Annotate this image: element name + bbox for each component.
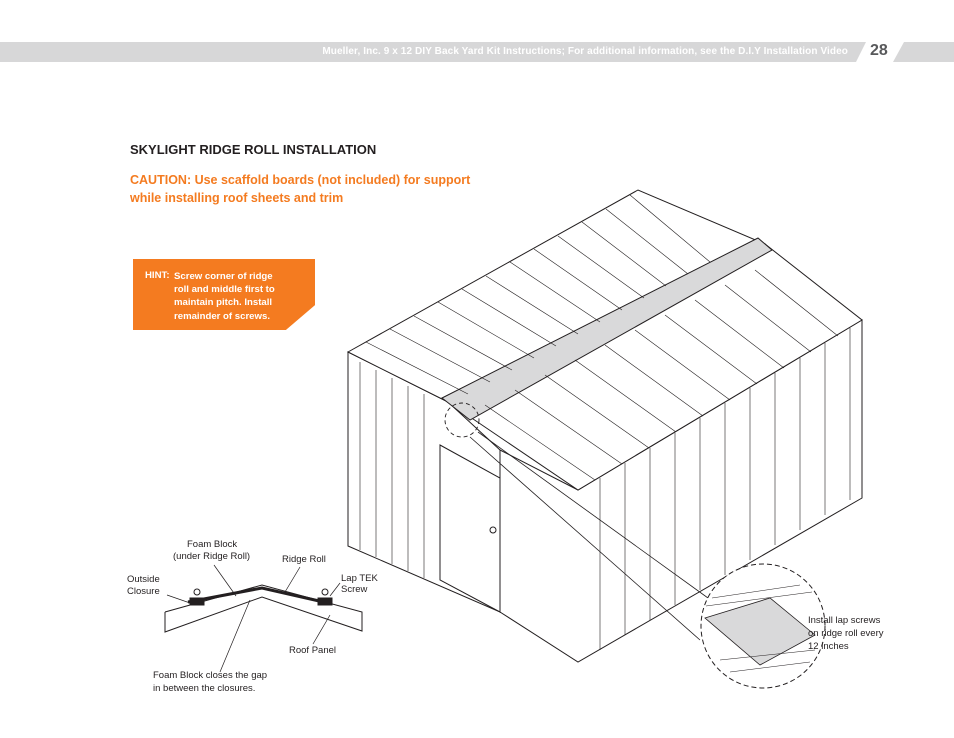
outside-line-2: Closure — [127, 586, 160, 597]
caution-line-2: while installing roof sheets and trim — [130, 191, 344, 205]
foam-gap-label — [153, 669, 267, 695]
foam-gap-line-1: Foam Block closes the gap — [153, 670, 268, 681]
outside-closure-label — [127, 574, 160, 598]
hint-line-2: roll and middle first to — [174, 284, 275, 296]
roof-panel-label: Roof Panel — [289, 645, 337, 656]
foam-block-label-2: (under Ridge Roll) — [173, 551, 251, 562]
hint-line-4: remainder of screws. — [174, 310, 270, 322]
zoom-note-line-2: on ridge roll every — [808, 628, 884, 639]
zoom-note-label — [808, 614, 884, 653]
lap-tek-line-2: Screw — [341, 584, 368, 595]
foam-block-line-1: Foam Block — [187, 539, 238, 550]
ridge-section-detail — [165, 585, 362, 632]
foam-gap-line-2: in between the closures. — [153, 683, 256, 694]
lap-tek-screw-label — [341, 573, 378, 595]
section-title: SKYLIGHT RIDGE ROLL INSTALLATION — [130, 142, 377, 157]
header-title: Mueller, Inc. 9 x 12 DIY Back Yard Kit Instructions; For additional information, see the D.I.Y Installation Video — [322, 46, 848, 57]
zoom-note-line-1: Install lap screws — [808, 615, 881, 626]
lap-tek-line-1: Lap TEK — [341, 573, 378, 584]
zoom-detail — [701, 564, 825, 688]
hint-line-1: Screw corner of ridge — [174, 271, 273, 282]
foam-block-label — [187, 539, 237, 551]
page-number: 28 — [870, 42, 888, 59]
hint-label: HINT: — [145, 270, 170, 281]
outside-line-1: Outside — [127, 574, 160, 585]
hint-line-3: maintain pitch. Install — [174, 297, 273, 309]
ridge-roll-label: Ridge Roll — [282, 554, 326, 565]
zoom-note-line-3: 12 inches — [808, 641, 849, 652]
caution-line-1: CAUTION: Use scaffold boards (not included) for support — [130, 173, 471, 187]
